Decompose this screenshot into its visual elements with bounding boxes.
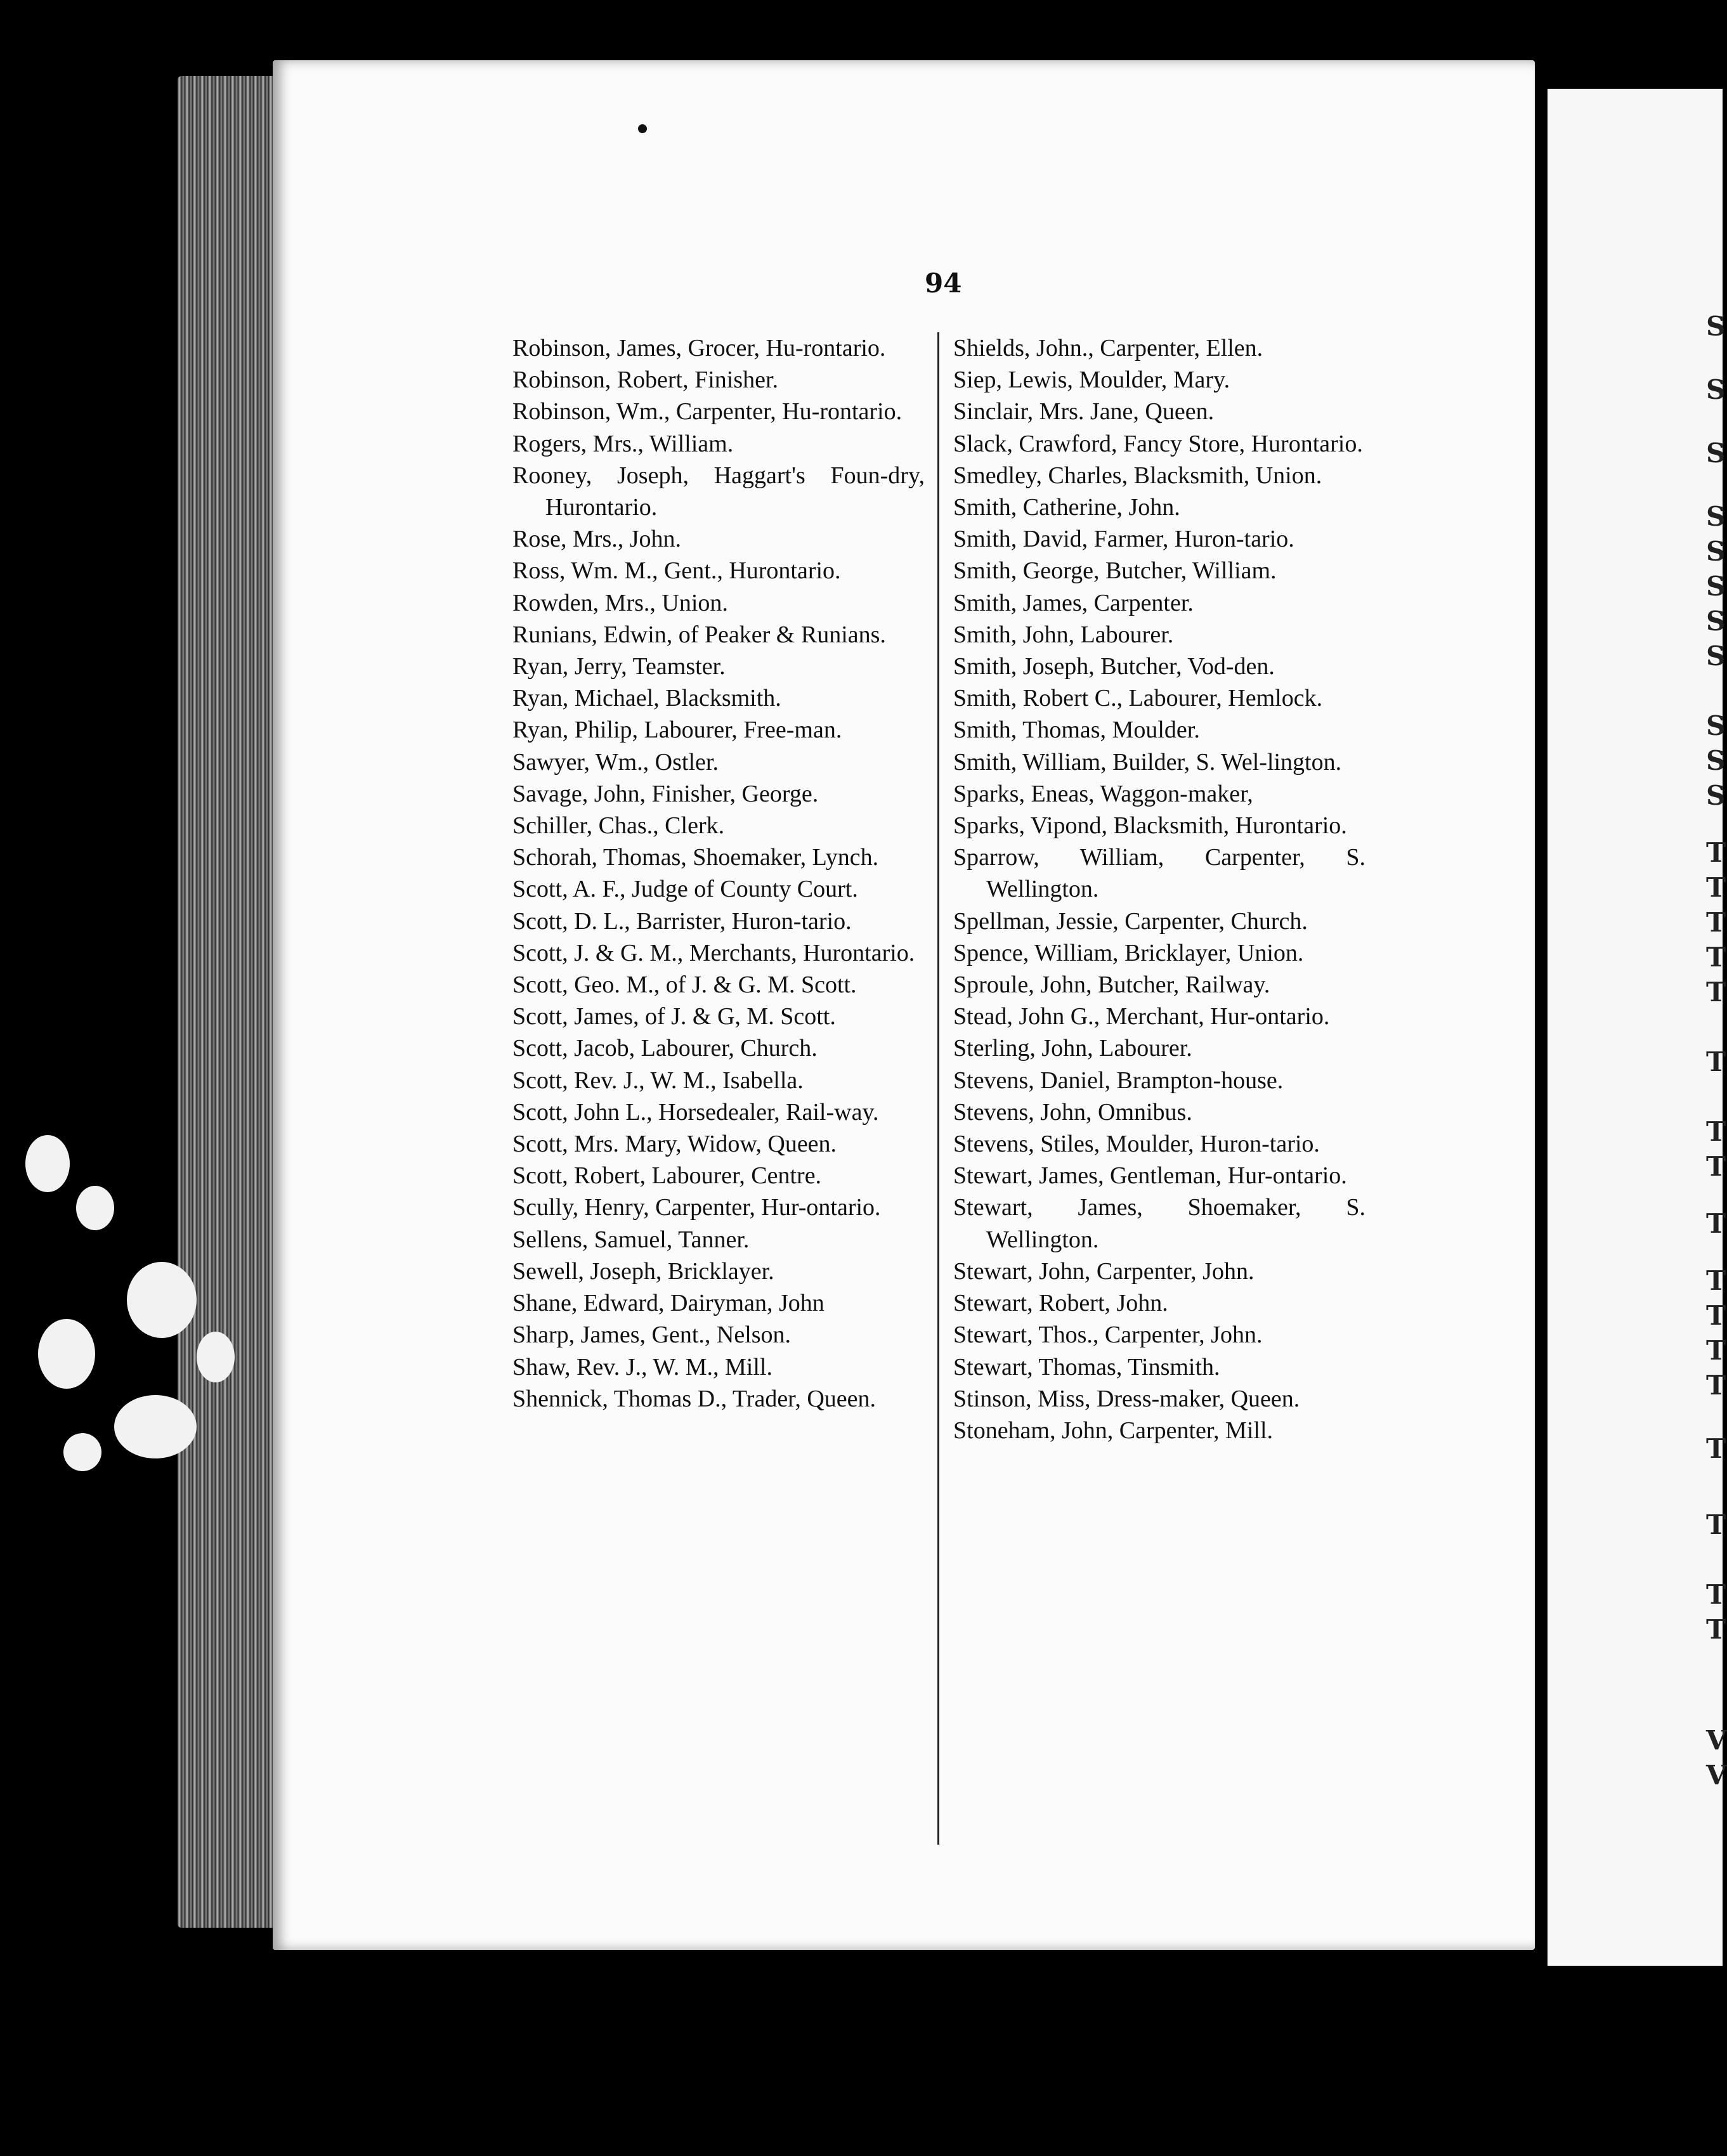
facing-page-letter: T: [1706, 1208, 1726, 1239]
directory-entry: Rose, Mrs., John.: [512, 526, 682, 553]
facing-page-letter: T: [1706, 1265, 1726, 1296]
directory-entry: Ryan, Michael, Blacksmith.: [512, 685, 781, 712]
facing-page-letter: S: [1706, 438, 1726, 469]
facing-page-letter: S: [1706, 501, 1726, 532]
facing-page-letter: S: [1706, 640, 1726, 672]
directory-entry: Savage, John, Finisher, George.: [512, 780, 819, 807]
directory-entry: Scott, Mrs. Mary, Widow, Queen.: [512, 1131, 837, 1158]
directory-entry: Stewart, James, Shoemaker, S. Wellington.: [953, 1194, 1365, 1253]
directory-entry: Scott, John L., Horsedealer, Rail-way.: [512, 1098, 879, 1126]
directory-entry: Stoneham, John, Carpenter, Mill.: [953, 1417, 1274, 1444]
facing-page-letter: T: [1706, 1335, 1726, 1366]
directory-entry: Stewart, Robert, John.: [953, 1290, 1168, 1317]
directory-entry: Scott, Geo. M., of J. & G. M. Scott.: [512, 971, 857, 999]
facing-page-letter: S: [1706, 745, 1726, 776]
directory-entry: Spence, William, Bricklayer, Union.: [953, 939, 1304, 966]
paper-blotch: [38, 1319, 95, 1389]
directory-entry: Scott, J. & G. M., Merchants, Hurontario.: [512, 939, 915, 966]
directory-entry: Scott, A. F., Judge of County Court.: [512, 876, 858, 903]
directory-entry: Smith, Catherine, John.: [953, 494, 1180, 521]
directory-entry: Smedley, Charles, Blacksmith, Union.: [953, 462, 1322, 489]
directory-entry: Shields, John., Carpenter, Ellen.: [953, 335, 1263, 361]
directory-entry: Slack, Crawford, Fancy Store, Hurontario.: [953, 430, 1363, 457]
facing-page-letter: T: [1706, 1370, 1726, 1401]
facing-page-letter: S: [1706, 571, 1726, 602]
facing-page-letter: T: [1706, 1579, 1726, 1610]
directory-column-right: [953, 332, 1365, 1446]
directory-column-left: [512, 332, 925, 1415]
facing-page-letter: T: [1706, 872, 1726, 903]
paper-blotch: [76, 1186, 114, 1230]
facing-page-letter: T: [1706, 977, 1726, 1008]
directory-entry: Schiller, Chas., Clerk.: [512, 812, 725, 840]
directory-entry: Smith, George, Butcher, William.: [953, 557, 1277, 585]
directory-entry: Rogers, Mrs., William.: [512, 430, 734, 457]
directory-entry: Siep, Lewis, Moulder, Mary.: [953, 367, 1230, 394]
directory-entry: Robinson, Robert, Finisher.: [512, 367, 779, 394]
directory-entry: Robinson, Wm., Carpenter, Hu-rontario.: [512, 398, 903, 425]
directory-entry: Sewell, Joseph, Bricklayer.: [512, 1257, 774, 1285]
directory-entry: Rooney, Joseph, Haggart's Foun-dry, Hurontario.: [512, 462, 925, 521]
directory-entry: Stewart, Thos., Carpenter, John.: [953, 1322, 1263, 1349]
facing-page-letter: T: [1706, 1151, 1726, 1182]
directory-entry: Stewart, John, Carpenter, John.: [953, 1257, 1255, 1285]
ink-dot: [638, 124, 647, 133]
paper-blotch: [25, 1135, 70, 1192]
paper-blotch: [127, 1262, 197, 1338]
book-page-edges: [178, 76, 279, 1928]
directory-entry: Sinclair, Mrs. Jane, Queen.: [953, 398, 1215, 425]
directory-entry: Stead, John G., Merchant, Hur-ontario.: [953, 1003, 1330, 1030]
directory-entry: Sparrow, William, Carpenter, S. Wellington.: [953, 844, 1365, 903]
directory-entry: Shaw, Rev. J., W. M., Mill.: [512, 1353, 772, 1380]
facing-page-letter: S: [1706, 311, 1726, 342]
directory-entry: Runians, Edwin, of Peaker & Runians.: [512, 621, 886, 648]
page-number: 94: [925, 268, 962, 299]
facing-page-letter: T: [1706, 837, 1726, 868]
facing-page-letter: T: [1706, 1116, 1726, 1147]
facing-page-letter: T: [1706, 1433, 1726, 1464]
paper-blotch: [197, 1332, 235, 1382]
facing-page-letter: S: [1706, 606, 1726, 637]
facing-page-letter: S: [1706, 710, 1726, 741]
paper-blotch: [63, 1433, 101, 1471]
directory-entry: Stinson, Miss, Dress-maker, Queen.: [953, 1385, 1300, 1412]
facing-page-letter: S: [1706, 374, 1726, 405]
directory-entry: Sterling, John, Labourer.: [953, 1035, 1192, 1062]
directory-entry: Stewart, Thomas, Tinsmith.: [953, 1353, 1220, 1380]
directory-entry: Shane, Edward, Dairyman, John: [512, 1290, 824, 1317]
facing-page-letter: T: [1706, 1300, 1726, 1331]
facing-page-letter: T: [1706, 1509, 1726, 1540]
directory-entry: Scott, D. L., Barrister, Huron-tario.: [512, 907, 852, 935]
directory-entry: Scott, Rev. J., W. M., Isabella.: [512, 1067, 804, 1094]
directory-entry: Stevens, John, Omnibus.: [953, 1098, 1192, 1126]
facing-page-letter: T: [1706, 1046, 1726, 1077]
directory-entry: Smith, Joseph, Butcher, Vod-den.: [953, 653, 1275, 680]
directory-entry: Shennick, Thomas D., Trader, Queen.: [512, 1385, 876, 1412]
facing-page-letter: T: [1706, 907, 1726, 938]
facing-page-letter: V: [1706, 1725, 1727, 1756]
facing-page-fragment: [1548, 89, 1726, 1966]
directory-entry: Scott, Robert, Labourer, Centre.: [512, 1162, 822, 1190]
directory-entry: Stevens, Daniel, Brampton-house.: [953, 1067, 1284, 1094]
directory-entry: Sharp, James, Gent., Nelson.: [512, 1322, 792, 1349]
facing-page-letter: T: [1706, 942, 1726, 973]
directory-entry: Stewart, James, Gentleman, Hur-ontario.: [953, 1162, 1347, 1190]
directory-entry: Stevens, Stiles, Moulder, Huron-tario.: [953, 1131, 1320, 1158]
directory-entry: Ryan, Jerry, Teamster.: [512, 653, 726, 680]
directory-entry: Smith, Thomas, Moulder.: [953, 717, 1200, 744]
column-divider: [937, 332, 939, 1845]
facing-page-letter: S: [1706, 536, 1726, 567]
directory-entry: Sparks, Vipond, Blacksmith, Hurontario.: [953, 812, 1347, 840]
directory-entry: Scott, Jacob, Labourer, Church.: [512, 1035, 818, 1062]
directory-entry: Smith, William, Builder, S. Wel-lington.: [953, 748, 1342, 776]
directory-entry: Spellman, Jessie, Carpenter, Church.: [953, 907, 1308, 935]
facing-page-letter: T: [1706, 1614, 1726, 1645]
directory-entry: Rowden, Mrs., Union.: [512, 589, 728, 616]
directory-entry: Smith, James, Carpenter.: [953, 589, 1194, 616]
facing-page-letter: S: [1706, 780, 1726, 811]
directory-entry: Scott, James, of J. & G, M. Scott.: [512, 1003, 836, 1030]
directory-entry: Smith, Robert C., Labourer, Hemlock.: [953, 685, 1323, 712]
directory-entry: Smith, John, Labourer.: [953, 621, 1174, 648]
directory-entry: Scully, Henry, Carpenter, Hur-ontario.: [512, 1194, 881, 1221]
directory-entry: Ryan, Philip, Labourer, Free-man.: [512, 717, 842, 744]
directory-entry: Sparks, Eneas, Waggon-maker,: [953, 780, 1253, 807]
directory-entry: Robinson, James, Grocer, Hu-rontario.: [512, 335, 886, 361]
directory-entry: Schorah, Thomas, Shoemaker, Lynch.: [512, 844, 879, 871]
directory-entry: Sawyer, Wm., Ostler.: [512, 748, 719, 776]
directory-entry: Sproule, John, Butcher, Railway.: [953, 971, 1270, 999]
directory-entry: Ross, Wm. M., Gent., Hurontario.: [512, 557, 841, 585]
facing-page-letter: V: [1706, 1760, 1727, 1791]
directory-entry: Sellens, Samuel, Tanner.: [512, 1226, 750, 1253]
directory-entry: Smith, David, Farmer, Huron-tario.: [953, 526, 1294, 553]
paper-blotch: [114, 1395, 197, 1458]
